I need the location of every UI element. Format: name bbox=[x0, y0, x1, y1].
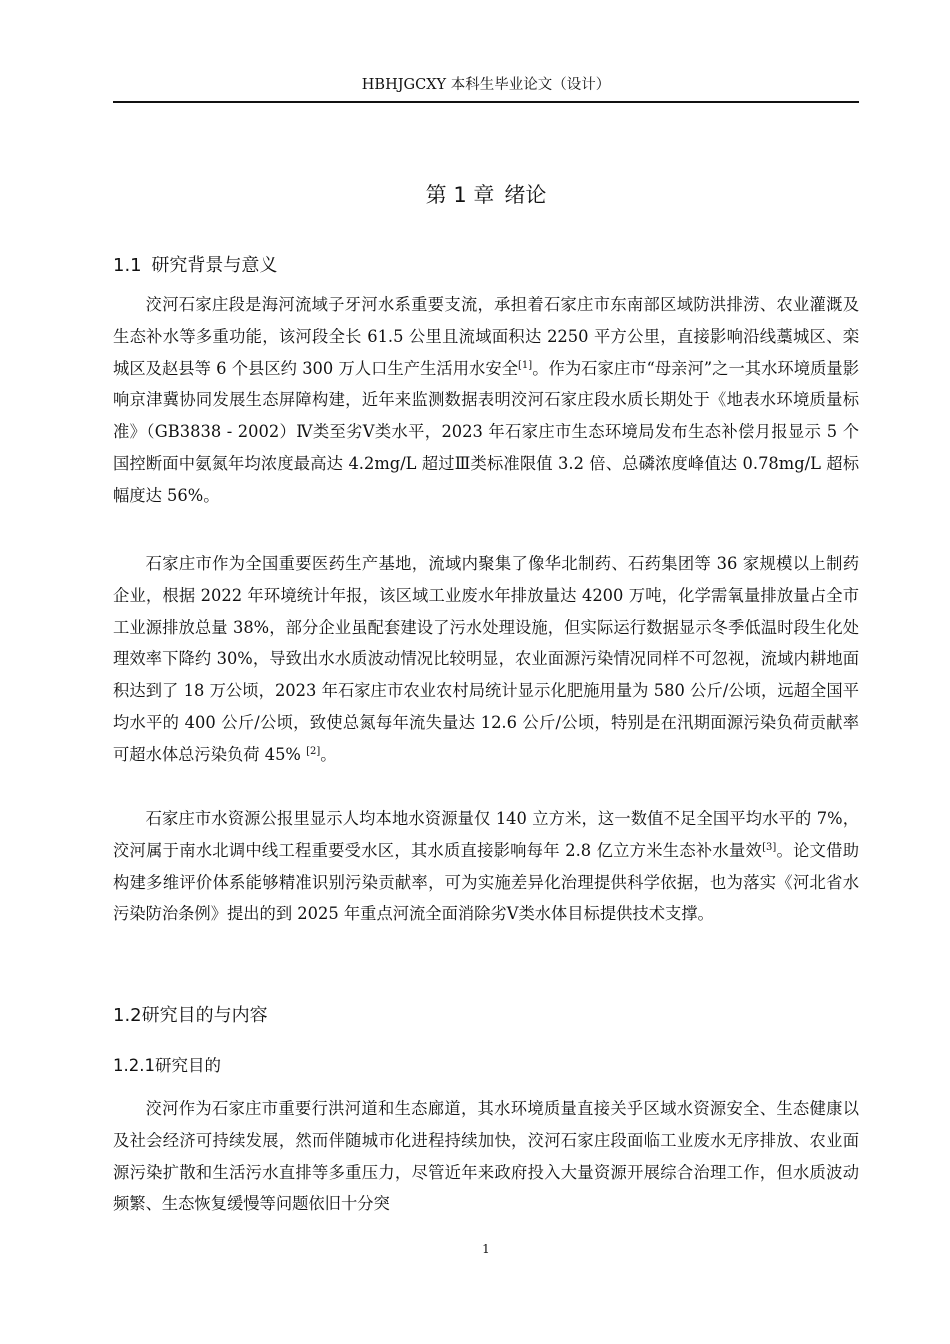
chapter-number: 第 1 章 bbox=[425, 183, 495, 207]
section-title: 研究目的与内容 bbox=[141, 1005, 268, 1026]
paragraph-background-1 bbox=[113, 289, 859, 512]
chapter-title bbox=[113, 178, 859, 212]
chapter-name: 绪论 bbox=[504, 183, 547, 207]
paragraph-text: 。 bbox=[320, 744, 337, 764]
section-number: 1.2.1 bbox=[113, 1056, 155, 1075]
paragraph-text: 。作为石家庄市“母亲河”之一其水环境质量影响京津冀协同发展生态屏障构建，近年来监测数据表明洨河石家庄段水质长期处于《地表水环境质量标准》（GB3838 - 2002）Ⅳ类至劣Ⅴ类水平，2023 年石家庄市生态环境局发布生态补偿月报显示 5 个国控断面中氨氮年均浓度最高达 4.2mg/L 超过Ⅲ类标准限值 3.2 倍、总磷浓度峰值达 0.78mg/L 超标幅度达 56%。 bbox=[113, 358, 859, 505]
section-title: 研究目的 bbox=[154, 1056, 221, 1075]
section-number: 1.2 bbox=[113, 1005, 142, 1026]
section-heading-1-2 bbox=[113, 1001, 268, 1031]
citation-3: [3] bbox=[762, 841, 777, 853]
paragraph-text: 洨河石家庄段是海河流域子牙河水系重要支流，承担着石家庄市东南部区域防洪排涝、农业灌溉及生态补水等多重功能，该河段全长 61.5 公里且流域面积达 2250 平方公里，直接影响沿线藁城区、栾城区及赵县等 6 个县区约 300 万人口生产生活用水安全 bbox=[113, 295, 859, 378]
paragraph-text: 石家庄市作为全国重要医药生产基地，流域内聚集了像华北制药、石药集团等 36 家规模以上制药企业，根据 2022 年环境统计年报，该区域工业废水年排放量达 4200 万吨，化学需氧量排放量占全市工业源排放总量 38%，部分企业虽配套建设了污水处理设施，但实际运行数据显示冬季低温时段生化处理效率下降约 30%，导致出水水质波动情况比较明显，农业面源污染情况同样不可忽视，流域内耕地面积达到了 18 万公顷，2023 年石家庄市农业农村局统计显示化肥施用量为 580 公斤/公顷，远超全国平均水平的 400 公斤/公顷，致使总氮每年流失量达 12.6 公斤/公顷，特别是在汛期面源污染负荷贡献率可超水体总污染负荷 45% bbox=[113, 554, 859, 764]
paragraph-text: 洨河作为石家庄市重要行洪河道和生态廊道，其水环境质量直接关乎区域水资源安全、生态健康以及社会经济可持续发展，然而伴随城市化进程持续加快，洨河石家庄段面临工业废水无序排放、农业面源污染扩散和生活污水直排等多重压力，尽管近年来政府投入大量资源开展综合治理工作，但水质波动频繁、生态恢复缓慢等问题依旧十分突 bbox=[113, 1099, 859, 1214]
page-number: 1 bbox=[482, 1242, 490, 1256]
running-header: HBHJGCXY 本科生毕业论文（设计） bbox=[361, 77, 611, 93]
paragraph-text: 石家庄市水资源公报里显示人均本地水资源量仅 140 立方米，这一数值不足全国平均水平的 7%，洨河属于南水北调中线工程重要受水区，其水质直接影响每年 2.8 亿立方米生态补水量效 bbox=[113, 809, 859, 860]
section-heading-1-1 bbox=[113, 251, 277, 281]
paragraph-background-3 bbox=[113, 803, 859, 930]
section-title: 研究背景与意义 bbox=[151, 255, 278, 276]
header-rule bbox=[113, 101, 859, 103]
paragraph-background-2 bbox=[113, 548, 859, 771]
paragraph-text: 。论文借助构建多维评价体系能够精准识别污染贡献率，可为实施差异化治理提供科学依据，也为落实《河北省水污染防治条例》提出的到 2025 年重点河流全面消除劣Ⅴ类水体目标提供技术支撑。 bbox=[113, 840, 859, 924]
paragraph-purpose-1 bbox=[113, 1093, 859, 1220]
citation-2: [2] bbox=[306, 745, 321, 757]
citation-1: [1] bbox=[518, 359, 533, 371]
section-number: 1.1 bbox=[113, 255, 142, 276]
section-heading-1-2-1 bbox=[113, 1051, 221, 1081]
